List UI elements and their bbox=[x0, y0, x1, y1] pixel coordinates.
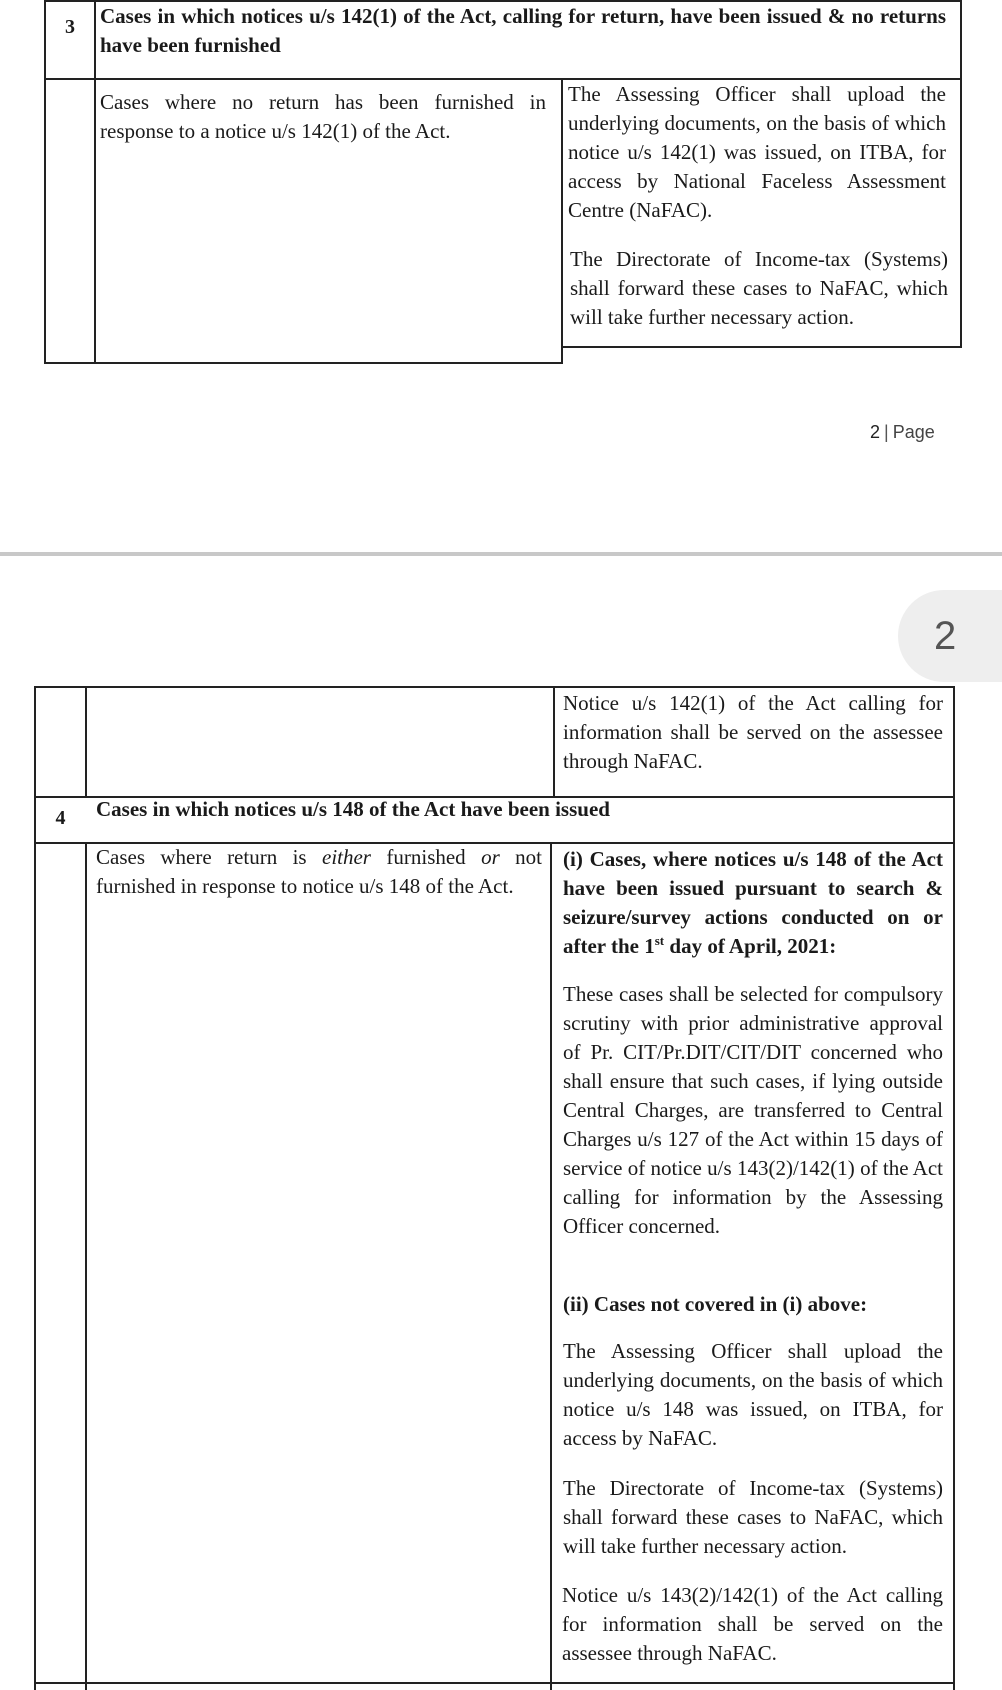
row-3-heading: Cases in which notices u/s 142(1) of the Act, calling for return, have been issued & no returns have been furnished bbox=[100, 4, 946, 57]
table-column-divider bbox=[94, 0, 96, 364]
row-4-case-ii-para-1: The Assessing Officer shall upload the underlying documents, on the basis of which notice u/s 148 was issued, on ITBA, for access by NaFAC. bbox=[563, 1339, 943, 1450]
row-3-right-para-1: The Assessing Officer shall upload the underlying documents, on the basis of which notice u/s 142(1) was issued, on ITBA, for access by National Faceless Assessment Centre (NaFAC). bbox=[568, 82, 946, 222]
table2-col-divider-lower bbox=[85, 842, 87, 1690]
document-page-1 bbox=[0, 0, 1002, 552]
page-footer bbox=[870, 422, 970, 443]
table2-border-left bbox=[34, 686, 36, 1690]
table2-col-divider-upper bbox=[85, 686, 87, 796]
table2-inner-divider-lower bbox=[550, 842, 552, 1690]
table-right-cell-bottom bbox=[561, 346, 962, 348]
left-text-or: or bbox=[481, 845, 500, 869]
row-4-heading: Cases in which notices u/s 148 of the Act have been issued bbox=[96, 797, 610, 821]
table-inner-divider bbox=[561, 78, 563, 364]
page-number-badge: 2 bbox=[898, 590, 1002, 682]
row-4-case-ii-para-3: Notice u/s 143(2)/142(1) of the Act calling for information shall be served on the assessee through NaFAC. bbox=[562, 1583, 943, 1665]
table2-inner-divider-upper bbox=[553, 686, 555, 796]
row-4-case-i-body: These cases shall be selected for compulsory scrutiny with prior administrative approval of Pr. CIT/Pr.DIT/CIT/DIT concerned who shall ensure that such cases, if lying outside Central Charges, are transferred to Central Charges u/s 127 of the Act within 15 days of service of notice u/s 143(2)/142(1) of the Act calling for information by the Assessing Officer concerned. bbox=[563, 982, 943, 1238]
left-text-part-2: furnished bbox=[370, 845, 482, 869]
table-border-left bbox=[44, 0, 46, 364]
row-4-case-i-heading bbox=[563, 845, 943, 961]
table2-border-right bbox=[953, 686, 955, 1690]
left-text-either: either bbox=[322, 845, 371, 869]
row-3-right-para-2: The Directorate of Income-tax (Systems) shall forward these cases to NaFAC, which will take further necessary action. bbox=[570, 247, 948, 329]
case-i-heading-part-1: (i) Cases, where notices u/s 148 of the Act have been issued pursuant to search & seizure/survey actions conducted on or after the 1 bbox=[563, 847, 943, 958]
table2-border-bottom bbox=[34, 1682, 955, 1684]
case-i-heading-part-2: day of April, 2021: bbox=[664, 934, 837, 958]
row-4-case-ii-para-2: The Directorate of Income-tax (Systems) shall forward these cases to NaFAC, which will take further necessary action. bbox=[563, 1476, 943, 1558]
row-number-4: 4 bbox=[55, 807, 66, 829]
table-border-bottom bbox=[44, 362, 563, 364]
left-text-part-3: not furnished in response to notice u/s 148 of the Act. bbox=[96, 845, 542, 898]
left-text-part-1: Cases where return is bbox=[96, 845, 322, 869]
footer-separator: | bbox=[884, 422, 889, 442]
footer-page-word: Page bbox=[892, 422, 935, 442]
case-i-heading-sup: st bbox=[654, 933, 665, 948]
table2-border-top bbox=[34, 686, 955, 688]
row-3-left-text: Cases where no return has been furnished in response to a notice u/s 142(1) of the Act. bbox=[100, 90, 546, 143]
footer-page-number: 2 bbox=[870, 422, 881, 442]
table-border-right bbox=[960, 0, 962, 348]
row-4-left-text bbox=[96, 843, 542, 901]
row-top-text: Notice u/s 142(1) of the Act calling for information shall be served on the assessee through NaFAC. bbox=[563, 691, 943, 773]
row-4-case-ii-heading: (ii) Cases not covered in (i) above: bbox=[563, 1292, 868, 1316]
row-number-3: 3 bbox=[65, 16, 75, 38]
